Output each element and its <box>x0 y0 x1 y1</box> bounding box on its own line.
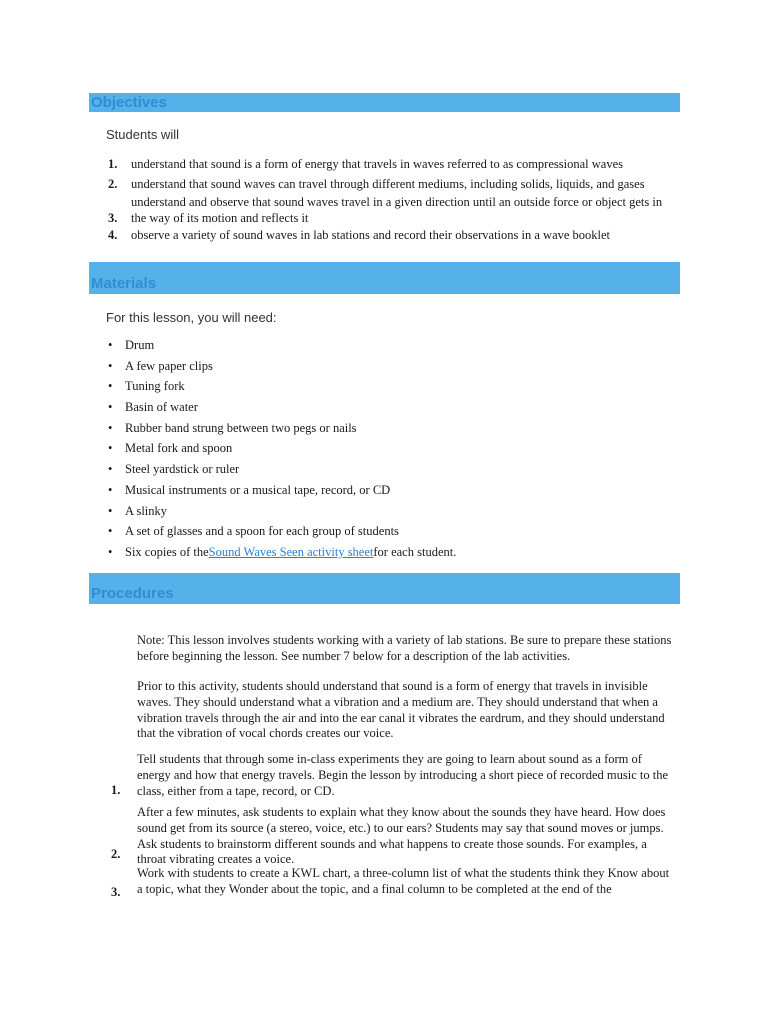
material-text: A set of glasses and a spoon for each group of students <box>125 524 399 539</box>
procedure-step-number: 3. <box>111 885 121 899</box>
material-text: Metal fork and spoon <box>125 441 233 456</box>
materials-heading: Materials <box>89 262 680 294</box>
objectives-intro: Students will <box>106 127 179 142</box>
material-item <box>108 399 456 420</box>
material-item <box>108 378 456 399</box>
material-item <box>108 337 456 358</box>
bullet: • <box>108 400 113 415</box>
bullet: • <box>108 441 113 456</box>
objective-item <box>108 156 680 172</box>
procedure-step-number: 1. <box>111 783 121 797</box>
procedure-step-number: 2. <box>111 847 121 861</box>
bullet: • <box>108 358 113 373</box>
material-item <box>108 503 456 524</box>
bullet: • <box>108 524 113 539</box>
procedure-step-text: Tell students that through some in-class experiments they are going to learn about sound as a form of energy and how that energy travels. Begin the lesson by introducing a short piece of recorded music to the class, either from a tape, record, or CD. <box>137 752 668 798</box>
objective-number: 2. <box>108 177 118 191</box>
materials-intro: For this lesson, you will need: <box>106 310 277 325</box>
objective-number: 4. <box>108 228 118 242</box>
procedure-step-text: After a few minutes, ask students to explain what they know about the sounds they have heard. How does sound get from its source (a stereo, voice, etc.) to our ears? Students may say that sound moves or jumps. Ask students to brainstorm different sounds and what happens to create those sounds. For examples, a throat vibrating creates a voice. <box>137 805 666 867</box>
bullet: • <box>108 544 113 559</box>
material-item <box>108 523 456 544</box>
procedures-prior-knowledge: Prior to this activity, students should understand that sound is a form of energy that travels in invisible waves. They should understand what a vibration and a medium are. They should understand that when a vibration travels through the air and into the ear canal it vibrates the eardrum, and they should understand that the vibration of vocal chords creates our voice. <box>137 679 665 741</box>
procedures-heading: Procedures <box>89 573 680 604</box>
bullet: • <box>108 338 113 352</box>
material-text-prefix: Six copies of the <box>125 544 209 559</box>
objective-number: 3. <box>108 211 118 225</box>
objective-text: understand that sound waves can travel through different mediums, including solids, liquids, and gases <box>131 177 645 191</box>
objective-item <box>108 176 680 192</box>
materials-list <box>108 337 456 565</box>
objective-text: observe a variety of sound waves in lab stations and record their observations in a wave booklet <box>131 228 611 242</box>
material-text: Drum <box>125 338 155 352</box>
material-item <box>108 420 456 441</box>
bullet: • <box>108 420 113 435</box>
objective-text: understand and observe that sound waves travel in a given direction until an outside force or object gets in the way of its motion and reflects it <box>131 195 663 225</box>
material-text-suffix: for each student. <box>373 544 457 559</box>
objectives-heading: Objectives <box>89 93 680 112</box>
material-item <box>108 482 456 503</box>
material-text: A slinky <box>125 503 168 518</box>
material-text: Basin of water <box>125 400 198 415</box>
procedure-step-text: Work with students to create a KWL chart, a three-column list of what the students think they Know about a topic, what they Wonder about the topic, and a final column to be completed at the end of the <box>137 866 670 896</box>
material-item-activity-sheet <box>108 544 456 565</box>
material-item <box>108 358 456 379</box>
material-text: Tuning fork <box>125 379 185 394</box>
bullet: • <box>108 379 113 394</box>
material-text: Rubber band strung between two pegs or nails <box>125 420 357 435</box>
objectives-list <box>108 154 680 243</box>
material-text: Musical instruments or a musical tape, record, or CD <box>125 482 391 497</box>
procedures-note: Note: This lesson involves students working with a variety of lab stations. Be sure to prepare these stations before beginning the lesson. See number 7 below for a description of the lab activities. <box>137 633 672 663</box>
material-item <box>108 461 456 482</box>
bullet: • <box>108 462 113 477</box>
activity-sheet-link[interactable]: Sound Waves Seen activity sheet <box>208 544 374 559</box>
bullet: • <box>108 503 113 518</box>
objective-item <box>108 227 680 243</box>
objective-text: understand that sound is a form of energy that travels in waves referred to as compressional waves <box>131 157 623 171</box>
material-text: A few paper clips <box>125 358 213 373</box>
objective-item <box>108 194 680 226</box>
material-text: Steel yardstick or ruler <box>125 462 240 477</box>
objective-number: 1. <box>108 157 118 171</box>
material-item <box>108 440 456 461</box>
bullet: • <box>108 482 113 497</box>
